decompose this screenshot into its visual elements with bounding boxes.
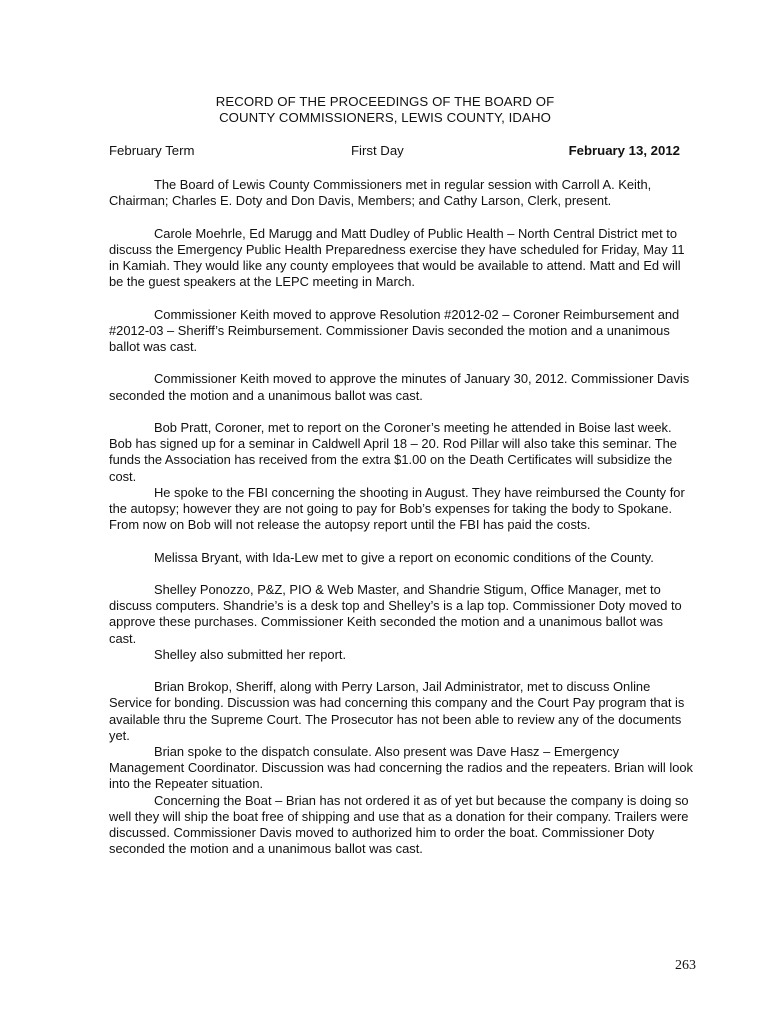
document-title bbox=[0, 94, 770, 126]
paragraph: Shelley also submitted her report. bbox=[154, 646, 347, 662]
title-line-1: RECORD OF THE PROCEEDINGS OF THE BOARD OF bbox=[215, 94, 555, 109]
paragraph: Brian Brokop, Sheriff, along with Perry Larson, Jail Administrator, met to discuss Online Service for bonding. Discussion was had concerning this company and the Court Pay program that is available thru the Supreme Court. The Prosecutor has not been able to review any of the documents yet. bbox=[109, 679, 685, 743]
page-number: 263 bbox=[675, 958, 696, 973]
session-header bbox=[109, 143, 680, 159]
paragraph: Shelley Ponozzo, P&Z, PIO & Web Master, and Shandrie Stigum, Office Manager, met to discuss computers. Shandrie’s is a desk top and Shelley’s is a lap top. Commissioner Doty moved to approve these purchases. Commissioner Keith seconded the motion and a unanimous ballot was cast. bbox=[109, 581, 682, 646]
paragraph: Concerning the Boat – Brian has not ordered it as of yet but because the company is doing so well they will ship the boat free of shipping and use that as a donation for their company. Trailers were discussed. Commissioner Davis moved to authorized him to order the boat. Commissioner Doty seconded the motion and a unanimous ballot was cast. bbox=[109, 792, 689, 857]
title-line-2: COUNTY COMMISSIONERS, LEWIS COUNTY, IDAHO bbox=[219, 110, 551, 125]
paragraph: Bob Pratt, Coroner, met to report on the Coroner’s meeting he attended in Boise last week. Bob has signed up for a seminar in Caldwell April 18 – 20. Rod Pillar will also take this seminar. The funds the Association has received from the extra $1.00 on the Death Certificates will subsidize the cost. bbox=[109, 419, 677, 484]
paragraph: Commissioner Keith moved to approve Resolution #2012-02 – Coroner Reimbursement and #2012-03 – Sheriff’s Reimbursement. Commissioner Davis seconded the motion and a unanimous ballot was cast. bbox=[109, 306, 680, 354]
paragraph: Commissioner Keith moved to approve the minutes of January 30, 2012. Commissioner Davis seconded the motion and a unanimous ballot was cast. bbox=[109, 371, 690, 403]
paragraph: Melissa Bryant, with Ida-Lew met to give a report on economic conditions of the County. bbox=[154, 549, 654, 565]
paragraph: Carole Moehrle, Ed Marugg and Matt Dudley of Public Health – North Central District met to discuss the Emergency Public Health Preparedness exercise they have scheduled for Friday, May 11 in Kamiah. They would like any county employees that would be available to attend. Matt and Ed will be the guest speakers at the LEPC meeting in March. bbox=[109, 225, 685, 290]
meeting-date: February 13, 2012 bbox=[568, 143, 680, 158]
paragraph: The Board of Lewis County Commissioners met in regular session with Carroll A. Keith, Chairman; Charles E. Doty and Don Davis, Members; and Cathy Larson, Clerk, present. bbox=[109, 177, 652, 209]
paragraph: He spoke to the FBI concerning the shooting in August. They have reimbursed the County for the autopsy; however they are not going to pay for Bob’s expenses for taking the body to Spokane. From now on Bob will not release the autopsy report until the FBI has paid the costs. bbox=[109, 484, 685, 533]
term-label: February Term bbox=[109, 143, 195, 158]
day-label: First Day bbox=[351, 143, 404, 158]
paragraph: Brian spoke to the dispatch consulate. Also present was Dave Hasz – Emergency Management Coordinator. Discussion was had concerning the radios and the repeaters. Brian will look into the Repeater situation. bbox=[109, 744, 693, 792]
minutes-body bbox=[109, 177, 693, 857]
